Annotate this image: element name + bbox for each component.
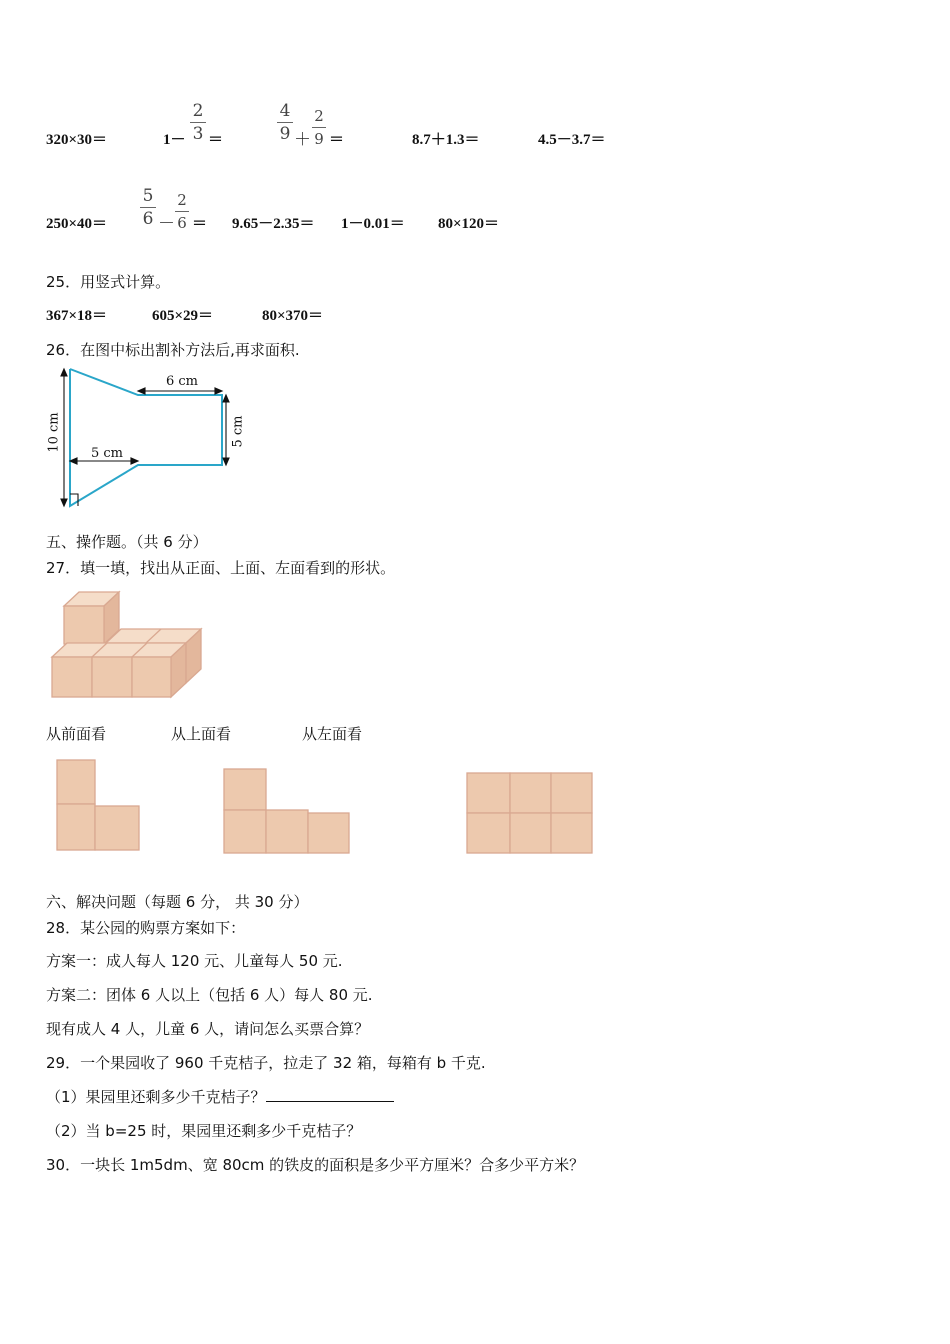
calc-1-0.01: 1－0.01＝ — [341, 216, 405, 232]
question-29-sub1 — [46, 1086, 394, 1107]
question-29-title: 29．一个果园收了 960 千克桔子，拉走了 32 箱，每箱有 b 千克. — [46, 1054, 486, 1072]
calc-9.65-2.35: 9.65－2.35＝ — [232, 216, 315, 232]
denominator: 6 — [142, 209, 154, 229]
label-10cm: 10 cm — [46, 412, 62, 453]
vertical-calc-item: 367×18＝ — [46, 308, 108, 324]
plus-sign: ＋ — [294, 130, 311, 150]
question-28-ask: 现有成人 4 人，儿童 6 人，请问怎么买票合算？ — [46, 1020, 370, 1038]
view-label-top: 从上面看 — [171, 725, 232, 743]
minus-sign: － — [158, 214, 175, 234]
fraction-2-6 — [175, 190, 189, 233]
question-25-title: 25．用竖式计算。 — [46, 273, 171, 291]
view-label-left: 从左面看 — [302, 725, 363, 743]
label-5cm-bottom: 5 cm — [91, 446, 124, 461]
answer-blank[interactable] — [266, 1087, 394, 1102]
fraction-5-6 — [140, 186, 156, 229]
denominator: 9 — [279, 124, 291, 144]
section-5-heading: 五、操作题。（共 6 分） — [46, 533, 208, 551]
fraction-2-3 — [190, 101, 206, 144]
denominator: 6 — [177, 214, 187, 232]
fraction-2-9 — [312, 106, 326, 149]
numerator: 5 — [142, 186, 154, 206]
numerator: 2 — [192, 101, 204, 121]
view-label-front: 从前面看 — [46, 725, 107, 743]
numerator: 2 — [314, 107, 324, 125]
numerator: 4 — [279, 101, 291, 121]
calc-250x40: 250×40＝ — [46, 216, 108, 232]
sub1-text: （1）果园里还剩多少千克桔子？ — [46, 1088, 266, 1106]
vertical-calc-item: 605×29＝ — [152, 308, 214, 324]
fraction-4-9 — [277, 101, 293, 144]
calc-4.5-3.7: 4.5－3.7＝ — [538, 132, 606, 148]
question-29-sub2: （2）当 b=25 时，果园里还剩多少千克桔子？ — [46, 1122, 362, 1140]
calc-80x120: 80×120＝ — [438, 216, 500, 232]
question-30-title: 30．一块长 1m5dm、宽 80cm 的铁皮的面积是多少平方厘米？合多少平方米？ — [46, 1156, 585, 1174]
section-6-heading: 六、解决问题（每题 6 分， 共 30 分） — [46, 893, 309, 911]
vertical-calc-item: 80×370＝ — [262, 308, 324, 324]
question-26-title: 26．在图中标出割补方法后,再求面积. — [46, 341, 300, 359]
equals-sign: ＝ — [208, 132, 224, 148]
calc-8.7+1.3: 8.7＋1.3＝ — [412, 132, 480, 148]
equals-sign: ＝ — [329, 132, 345, 148]
plan-two: 方案二：团体 6 人以上（包括 6 人）每人 80 元. — [46, 986, 373, 1004]
plan-one: 方案一：成人每人 120 元、儿童每人 50 元. — [46, 952, 343, 970]
equals-sign: ＝ — [192, 216, 208, 232]
question-27-title: 27．填一填，找出从正面、上面、左面看到的形状。 — [46, 559, 396, 577]
label-5cm-right: 5 cm — [230, 415, 246, 448]
question-28-title: 28．某公园的购票方案如下： — [46, 919, 246, 937]
denominator: 9 — [314, 130, 324, 148]
calc-one-minus-pre: 1－ — [163, 132, 186, 148]
denominator: 3 — [192, 124, 204, 144]
calc-320x30: 320×30＝ — [46, 132, 108, 148]
label-6cm: 6 cm — [166, 374, 199, 389]
numerator: 2 — [177, 191, 187, 209]
